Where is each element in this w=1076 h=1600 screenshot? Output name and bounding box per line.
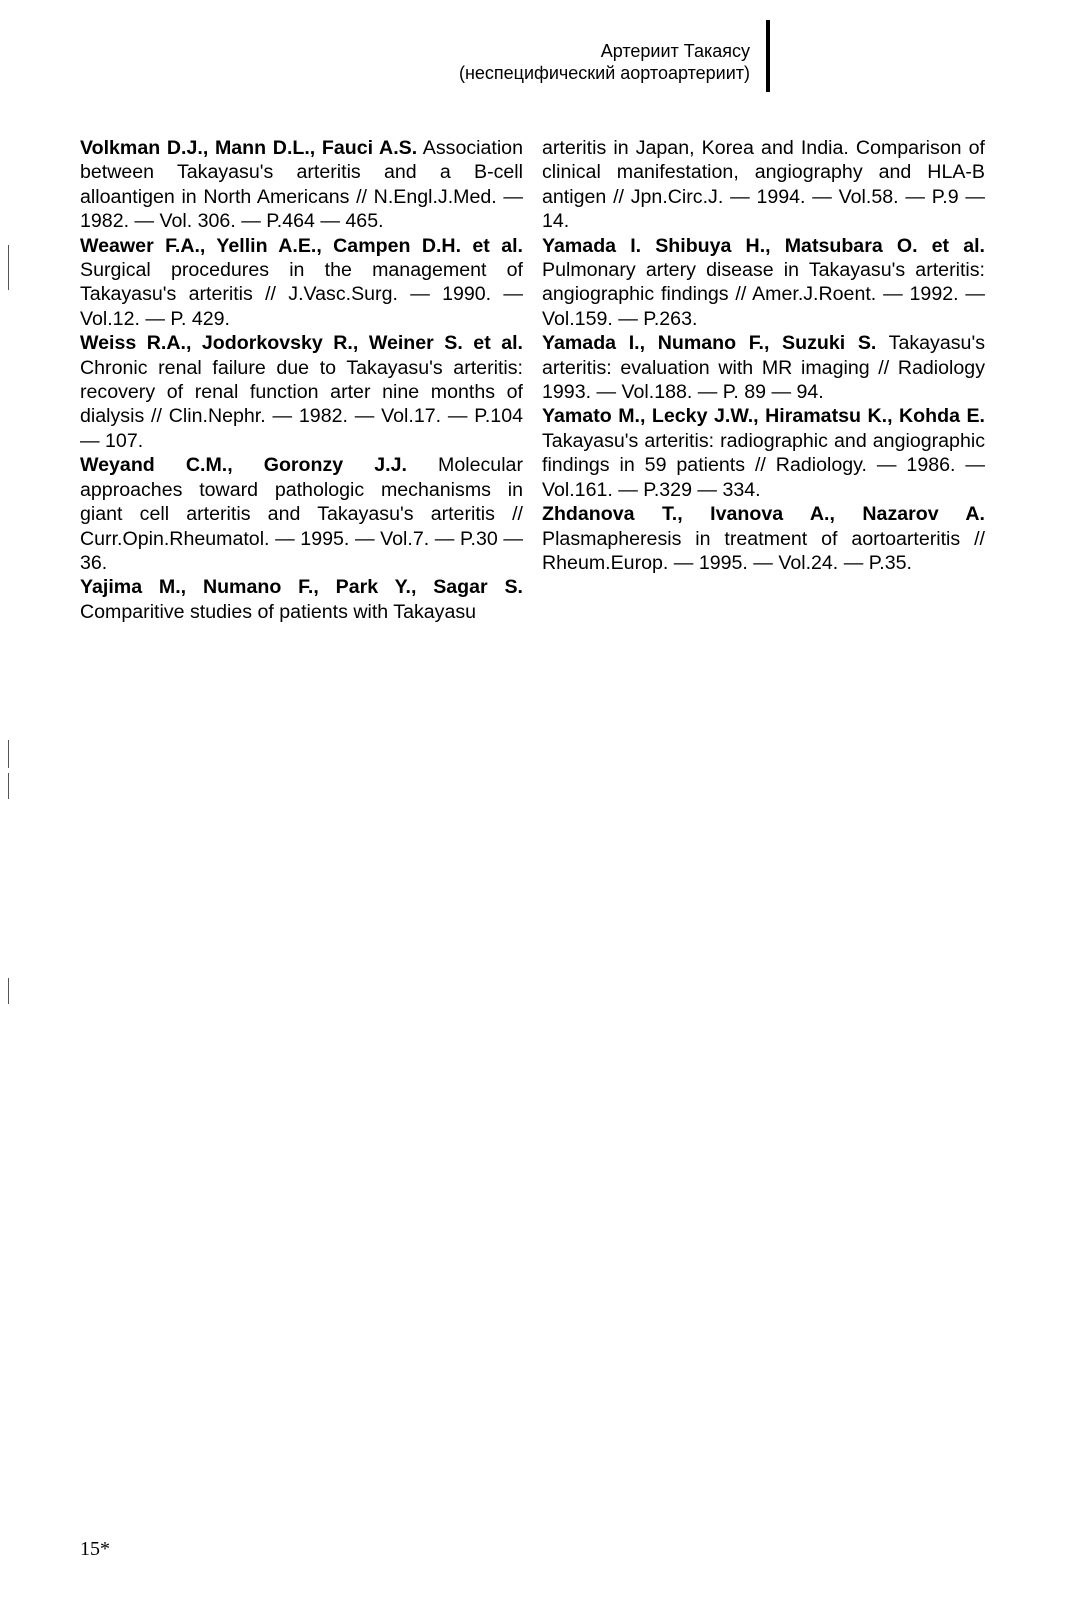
reference-text: Surgical procedures in the management of Takayasu's arteritis // J.Vasc.Surg. — 1990. — Vol.12. — P. 429.	[80, 259, 523, 330]
reference-text: Chronic renal failure due to Takayasu's arteritis: recovery of renal function arter nine months of dialysis // Clin.Nephr. — 1982. — Vol.17. — P.104 — 107.	[80, 356, 523, 452]
reference-authors: Yajima M., Numano F., Park Y., Sagar S.	[80, 576, 523, 599]
reference-text: Takayasu's arteritis: evaluation with MR imaging // Radiology 1993. — Vol.188. — P. 89 — 94.	[542, 332, 985, 404]
page-number: 15*	[80, 1538, 110, 1560]
reference-authors: Zhdanova T., Ivanova A., Nazarov A.	[542, 503, 985, 526]
reference-text: arteritis in Japan, Korea and India. Comparison of clinical manifestation, angiography and HLA-B antigen // Jpn.Circ.J. — 1994. — Vol.58. — P.9 — 14.	[542, 137, 985, 233]
reference-entry	[80, 136, 523, 234]
reference-text: Takayasu's arteritis: radiographic and angiographic findings in 59 patients // Radiology. — 1986. — Vol.161. — P.329 — 334.	[542, 429, 985, 501]
scan-margin-mark	[8, 773, 9, 799]
scan-margin-mark	[8, 740, 9, 768]
references-left-column	[80, 136, 523, 624]
reference-entry	[80, 453, 523, 575]
reference-continuation	[542, 136, 985, 234]
reference-authors: Yamato M., Lecky J.W., Hiramatsu K., Kohda E.	[542, 405, 985, 428]
reference-authors: Yamada I., Numano F., Suzuki S.	[542, 332, 877, 355]
reference-text: Comparitive studies of patients with Takayasu	[80, 600, 477, 623]
running-header	[420, 40, 750, 84]
reference-entry	[542, 234, 985, 332]
reference-entry	[542, 331, 985, 404]
scan-margin-mark	[8, 245, 9, 290]
reference-entry	[80, 575, 523, 624]
reference-entry	[80, 331, 523, 453]
reference-authors: Weawer F.A., Yellin A.E., Campen D.H. et al.	[80, 234, 523, 257]
reference-entry	[542, 404, 985, 502]
reference-entry	[80, 234, 523, 332]
reference-authors: Yamada I. Shibuya H., Matsubara O. et al.	[542, 234, 985, 257]
references-right-column	[542, 136, 985, 575]
header-rule	[766, 20, 770, 92]
reference-text: Plasmapheresis in treatment of aortoarteritis // Rheum.Europ. — 1995. — Vol.24. — P.35.	[542, 527, 985, 574]
reference-authors: Volkman D.J., Mann D.L., Fauci A.S.	[80, 137, 418, 159]
reference-authors: Weiss R.A., Jodorkovsky R., Weiner S. et al.	[80, 332, 523, 355]
header-title: Артериит Такаясу	[600, 41, 750, 61]
scan-margin-mark	[8, 978, 9, 1004]
reference-entry	[542, 502, 985, 575]
reference-text: Association between Takayasu's arteritis and a B-cell alloantigen in North Americans // N.Engl.J.Med. — 1982. — Vol. 306. — P.464 — 465.	[80, 137, 523, 233]
reference-text: Molecular approaches toward pathologic mechanisms in giant cell arteritis and Takayasu's arteritis // Curr.Opin.Rheumatol. — 1995. — Vol.7. — P.30 — 36.	[80, 454, 523, 574]
reference-text: Pulmonary artery disease in Takayasu's arteritis: angiographic findings // Amer.J.Roent. — 1992. — Vol.159. — P.263.	[542, 259, 985, 330]
header-subtitle: (неспецифический аортоартериит)	[458, 63, 750, 83]
reference-authors: Weyand C.M., Goronzy J.J.	[80, 454, 407, 477]
